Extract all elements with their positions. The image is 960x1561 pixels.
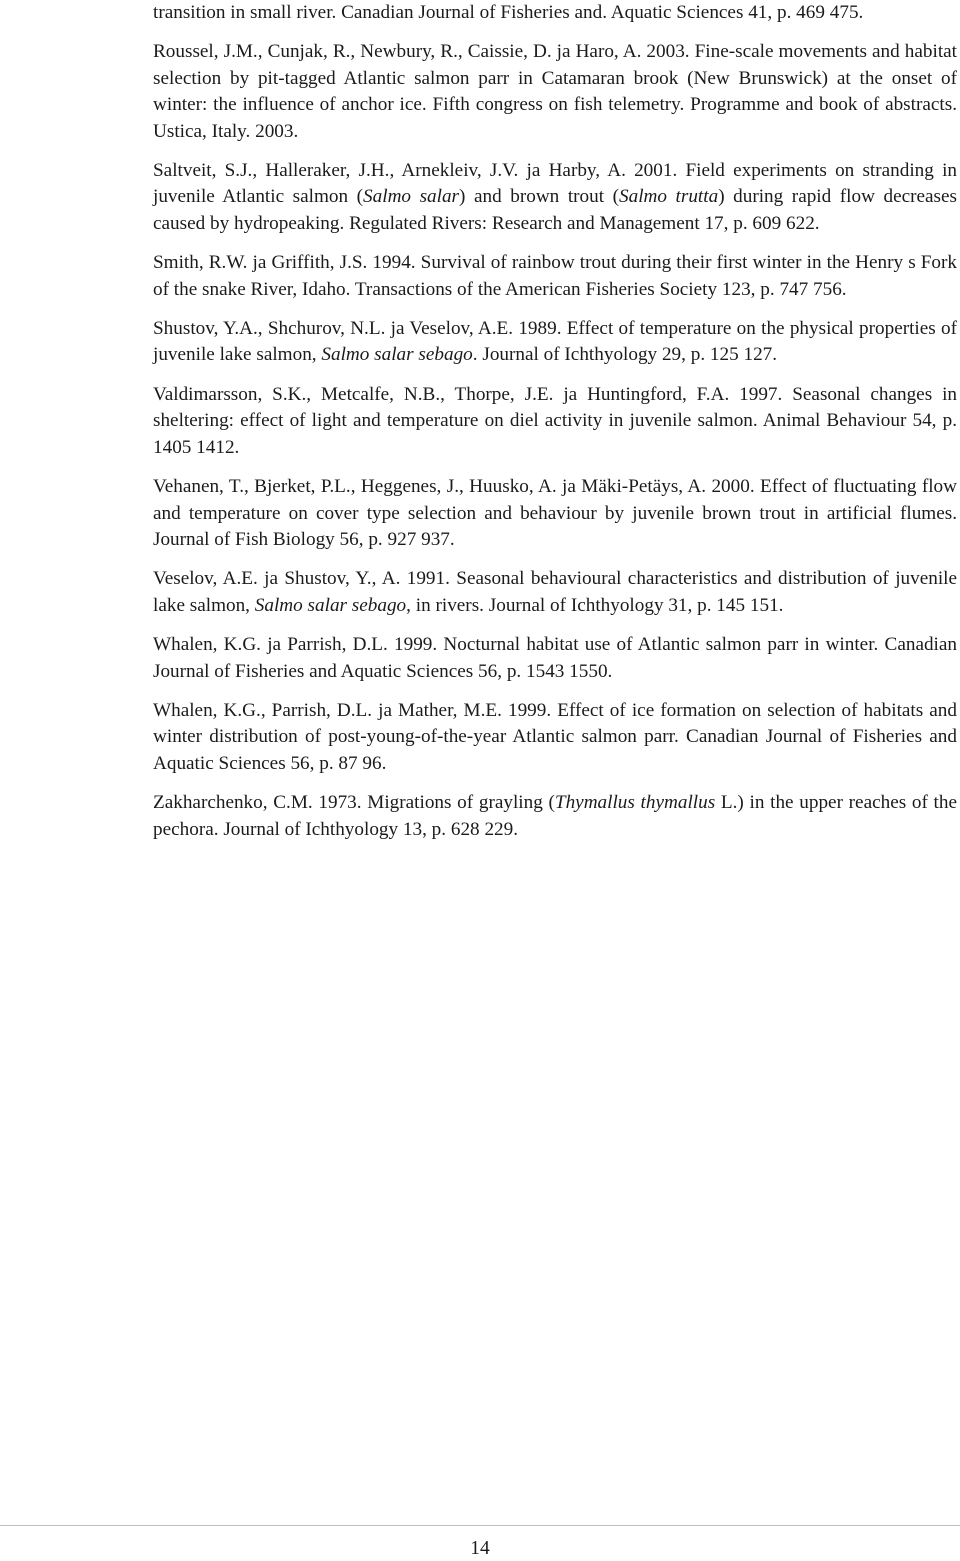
species-name-italic: Salmo salar sebago [321, 344, 473, 366]
species-name-italic: Salmo salar sebago [254, 594, 407, 616]
footer-divider [0, 1525, 960, 1526]
reference-entry [153, 39, 957, 145]
reference-entry [153, 250, 957, 303]
reference-text: Whalen, K.G. ja Parrish, D.L. 1999. Nocturnal habitat use of Atlantic salmon parr in winter. Canadian Journal of Fisheries and Aquatic Sciences 56, p. 1543 1550. [153, 634, 957, 682]
reference-entry [153, 158, 957, 237]
reference-entry [153, 316, 957, 369]
reference-text: . Journal of Ichthyology 29, p. 125 127. [472, 344, 778, 366]
reference-entry [153, 0, 957, 26]
reference-text: Vehanen, T., Bjerket, P.L., Heggenes, J., Huusko, A. ja Mäki-Petäys, A. 2000. Effect of fluctuating flow and temperature on cover type selection and behaviour by juvenile brown trout in artificial flumes. Journal of Fish Biology 56, p. 927 937. [153, 476, 957, 550]
reference-text: Roussel, J.M., Cunjak, R., Newbury, R., Caissie, D. ja Haro, A. 2003. Fine-scale movements and habitat selection by pit-tagged Atlantic salmon parr in Catamaran brook (New Brunswick) at the onset of winter: the influence of anchor ice. Fifth congress on fish telemetry. Programme and book of abstracts. Ustica, Italy. 2003. [153, 41, 957, 142]
species-name-italic: Salmo salar [363, 186, 460, 208]
reference-entry [153, 474, 957, 553]
reference-text: Zakharchenko, C.M. 1973. Migrations of grayling ( [153, 792, 555, 814]
reference-text: transition in small river. Canadian Journal of Fisheries and. Aquatic Sciences 41, p. 469 475. [153, 2, 864, 23]
reference-text: Saltveit, S.J., Halleraker, J.H., Arnekleiv, J.V. ja Harby, A. 2001. Field experiments on stranding in juvenile Atlantic salmon ( [153, 160, 957, 208]
reference-text: , in rivers. Journal of Ichthyology 31, p. 145 151. [406, 594, 784, 616]
reference-text: L.) in the upper reaches of the pechora. Journal of Ichthyology 13, p. 628 229. [153, 792, 958, 840]
reference-entry [153, 632, 957, 685]
reference-text: Smith, R.W. ja Griffith, J.S. 1994. Survival of rainbow trout during their first winter in the Henry s Fork of the snake River, Idaho. Transactions of the American Fisheries Society 123, p. 747 756. [153, 252, 957, 300]
reference-entry [153, 698, 957, 777]
reference-text: Veselov, A.E. ja Shustov, Y., A. 1991. Seasonal behavioural characteristics and distribution of juvenile lake salmon, [153, 568, 957, 616]
reference-entry [153, 790, 957, 843]
species-name-italic: Salmo trutta [619, 186, 719, 208]
reference-text: Shustov, Y.A., Shchurov, N.L. ja Veselov, A.E. 1989. Effect of temperature on the physical properties of juvenile lake salmon, [153, 318, 957, 366]
page-number: 14 [470, 1538, 490, 1559]
reference-list [153, 0, 957, 856]
reference-text: Valdimarsson, S.K., Metcalfe, N.B., Thorpe, J.E. ja Huntingford, F.A. 1997. Seasonal changes in sheltering: effect of light and temperature on diel activity in juvenile salmon. Animal Behaviour 54, p. 1405 1412. [153, 383, 957, 458]
reference-text: Whalen, K.G., Parrish, D.L. ja Mather, M.E. 1999. Effect of ice formation on selection of habitats and winter distribution of post-young-of-the-year Atlantic salmon parr. Canadian Journal of Fisheries and Aquatic Sciences 56, p. 87 96. [153, 699, 957, 774]
species-name-italic: Thymallus thymallus [554, 792, 716, 814]
reference-entry [153, 382, 957, 461]
reference-text: ) and brown trout ( [459, 186, 620, 208]
reference-text: ) during rapid flow decreases caused by hydropeaking. Regulated Rivers: Research and Management 17, p. 609 622. [153, 186, 958, 234]
reference-entry [153, 566, 957, 619]
